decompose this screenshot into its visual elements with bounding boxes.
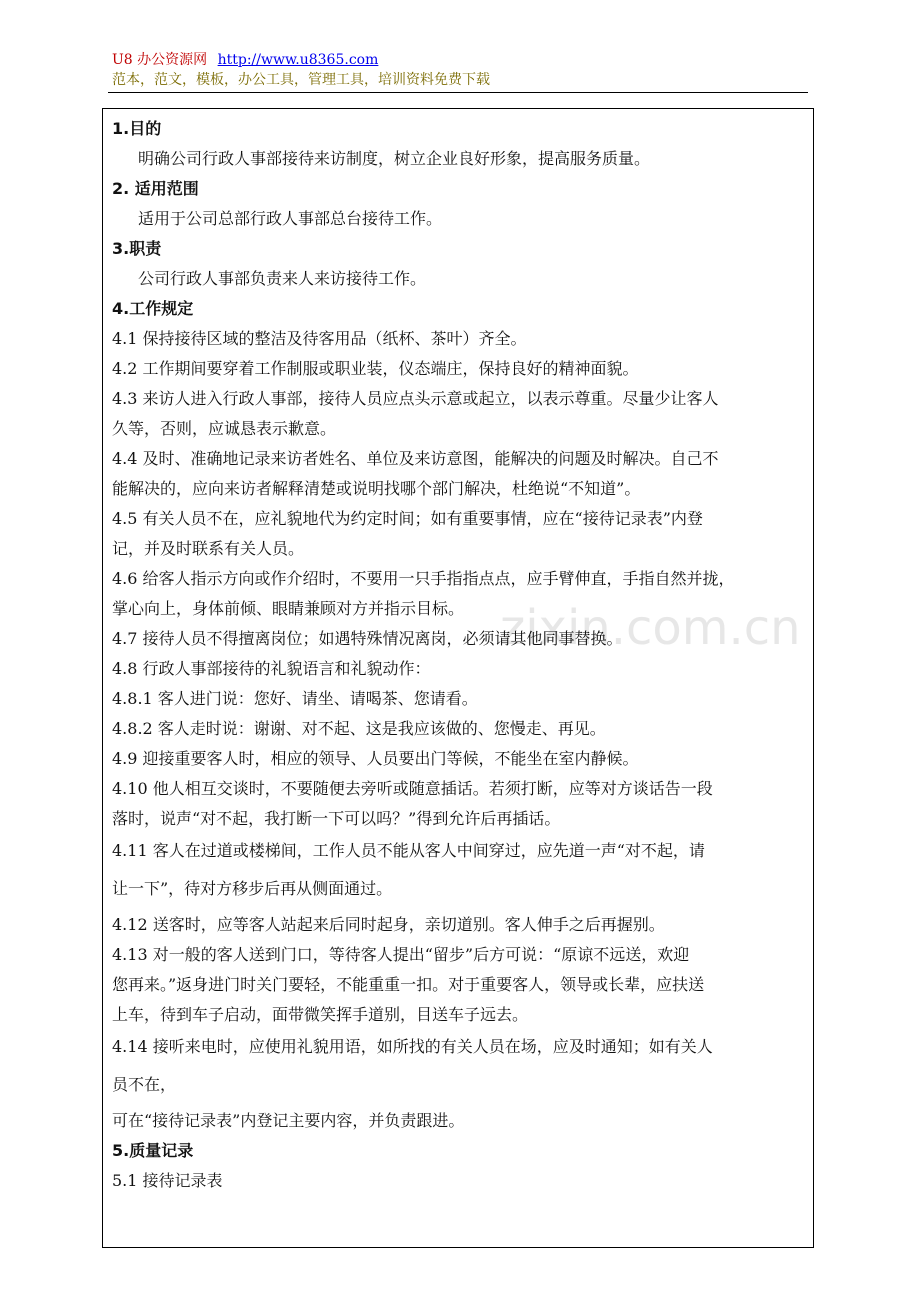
rule-line: 4.13 对一般的客人送到门口，等待客人提出“留步”后方可说：“原谅不远送，欢迎 bbox=[112, 945, 690, 964]
rule-line: 4.9 迎接重要客人时，相应的领导、人员要出门等候，不能坐在室内静候。 bbox=[112, 749, 639, 768]
rule-line: 4.2 工作期间要穿着工作制服或职业装，仪态端庄，保持良好的精神面貌。 bbox=[112, 359, 639, 378]
site-brand: U8 办公资源网 bbox=[112, 52, 208, 68]
rule-line: 4.8.2 客人走时说：谢谢、对不起、这是我应该做的、您慢走、再见。 bbox=[112, 719, 606, 738]
paragraph: 适用于公司总部行政人事部总台接待工作。 bbox=[138, 209, 443, 228]
rule-line: 4.8 行政人事部接待的礼貌语言和礼貌动作： bbox=[112, 659, 431, 678]
header-divider bbox=[108, 92, 808, 93]
rule-line: 记，并及时联系有关人员。 bbox=[112, 539, 305, 558]
rule-line: 4.5 有关人员不在，应礼貌地代为约定时间；如有重要事情，应在“接待记录表”内登 bbox=[112, 509, 703, 528]
section-heading: 5.质量记录 bbox=[112, 1141, 194, 1160]
rule-line: 5.1 接待记录表 bbox=[112, 1171, 223, 1190]
rule-line: 4.14 接听来电时，应使用礼貌用语，如所找的有关人员在场，应及时通知；如有关人 bbox=[112, 1037, 713, 1056]
rule-line: 让一下”，待对方移步后再从侧面通过。 bbox=[112, 879, 393, 898]
rule-line: 落时，说声“对不起，我打断一下可以吗？”得到允许后再插话。 bbox=[112, 809, 561, 828]
watermark: zixin.com.cn bbox=[500, 600, 801, 656]
site-tagline: 范本，范文，模板，办公工具，管理工具，培训资料免费下载 bbox=[112, 72, 490, 88]
section-heading: 4.工作规定 bbox=[112, 299, 194, 318]
document-body bbox=[112, 114, 808, 1196]
rule-line: 4.6 给客人指示方向或作介绍时，不要用一只手指指点点，应手臂伸直，手指自然并拢， bbox=[112, 569, 735, 588]
section-heading: 3.职责 bbox=[112, 239, 162, 258]
rule-line: 久等，否则，应诚恳表示歉意。 bbox=[112, 419, 337, 438]
rule-line: 掌心向上，身体前倾、眼睛兼顾对方并指示目标。 bbox=[112, 599, 465, 618]
rule-line: 您再来。”返身进门时关门要轻，不能重重一扣。对于重要客人，领导或长辈，应扶送 bbox=[112, 975, 705, 994]
rule-line: 4.1 保持接待区域的整洁及待客用品（纸杯、茶叶）齐全。 bbox=[112, 329, 527, 348]
rule-line: 4.3 来访人进入行政人事部，接待人员应点头示意或起立，以表示尊重。尽量少让客人 bbox=[112, 389, 719, 408]
rule-line: 4.7 接待人员不得擅离岗位；如遇特殊情况离岗，必须请其他同事替换。 bbox=[112, 629, 623, 648]
rule-line: 4.8.1 客人进门说：您好、请坐、请喝茶、您请看。 bbox=[112, 689, 478, 708]
paragraph: 公司行政人事部负责来人来访接待工作。 bbox=[138, 269, 427, 288]
rule-line: 上车，待到车子启动，面带微笑挥手道别，目送车子远去。 bbox=[112, 1005, 529, 1024]
page-header bbox=[112, 50, 812, 90]
section-heading: 1.目的 bbox=[112, 119, 162, 138]
section-heading: 2. 适用范围 bbox=[112, 179, 199, 198]
rule-line: 4.10 他人相互交谈时，不要随便去旁听或随意插话。若须打断，应等对方谈话告一段 bbox=[112, 779, 713, 798]
rule-line: 4.12 送客时，应等客人站起来后同时起身，亲切道别。客人伸手之后再握别。 bbox=[112, 915, 665, 934]
rule-line: 能解决的，应向来访者解释清楚或说明找哪个部门解决，杜绝说“不知道”。 bbox=[112, 479, 641, 498]
paragraph: 明确公司行政人事部接待来访制度，树立企业良好形象，提高服务质量。 bbox=[138, 149, 651, 168]
rule-line: 员不在， bbox=[112, 1075, 177, 1094]
header-line-1 bbox=[112, 50, 812, 70]
rule-line: 4.11 客人在过道或楼梯间，工作人员不能从客人中间穿过，应先道一声“对不起，请 bbox=[112, 841, 705, 860]
rule-line: 4.4 及时、准确地记录来访者姓名、单位及来访意图，能解决的问题及时解决。自己不 bbox=[112, 449, 719, 468]
rule-line: 可在“接待记录表”内登记主要内容，并负责跟进。 bbox=[112, 1111, 465, 1130]
site-url-link[interactable]: http://www.u8365.com bbox=[217, 52, 379, 68]
